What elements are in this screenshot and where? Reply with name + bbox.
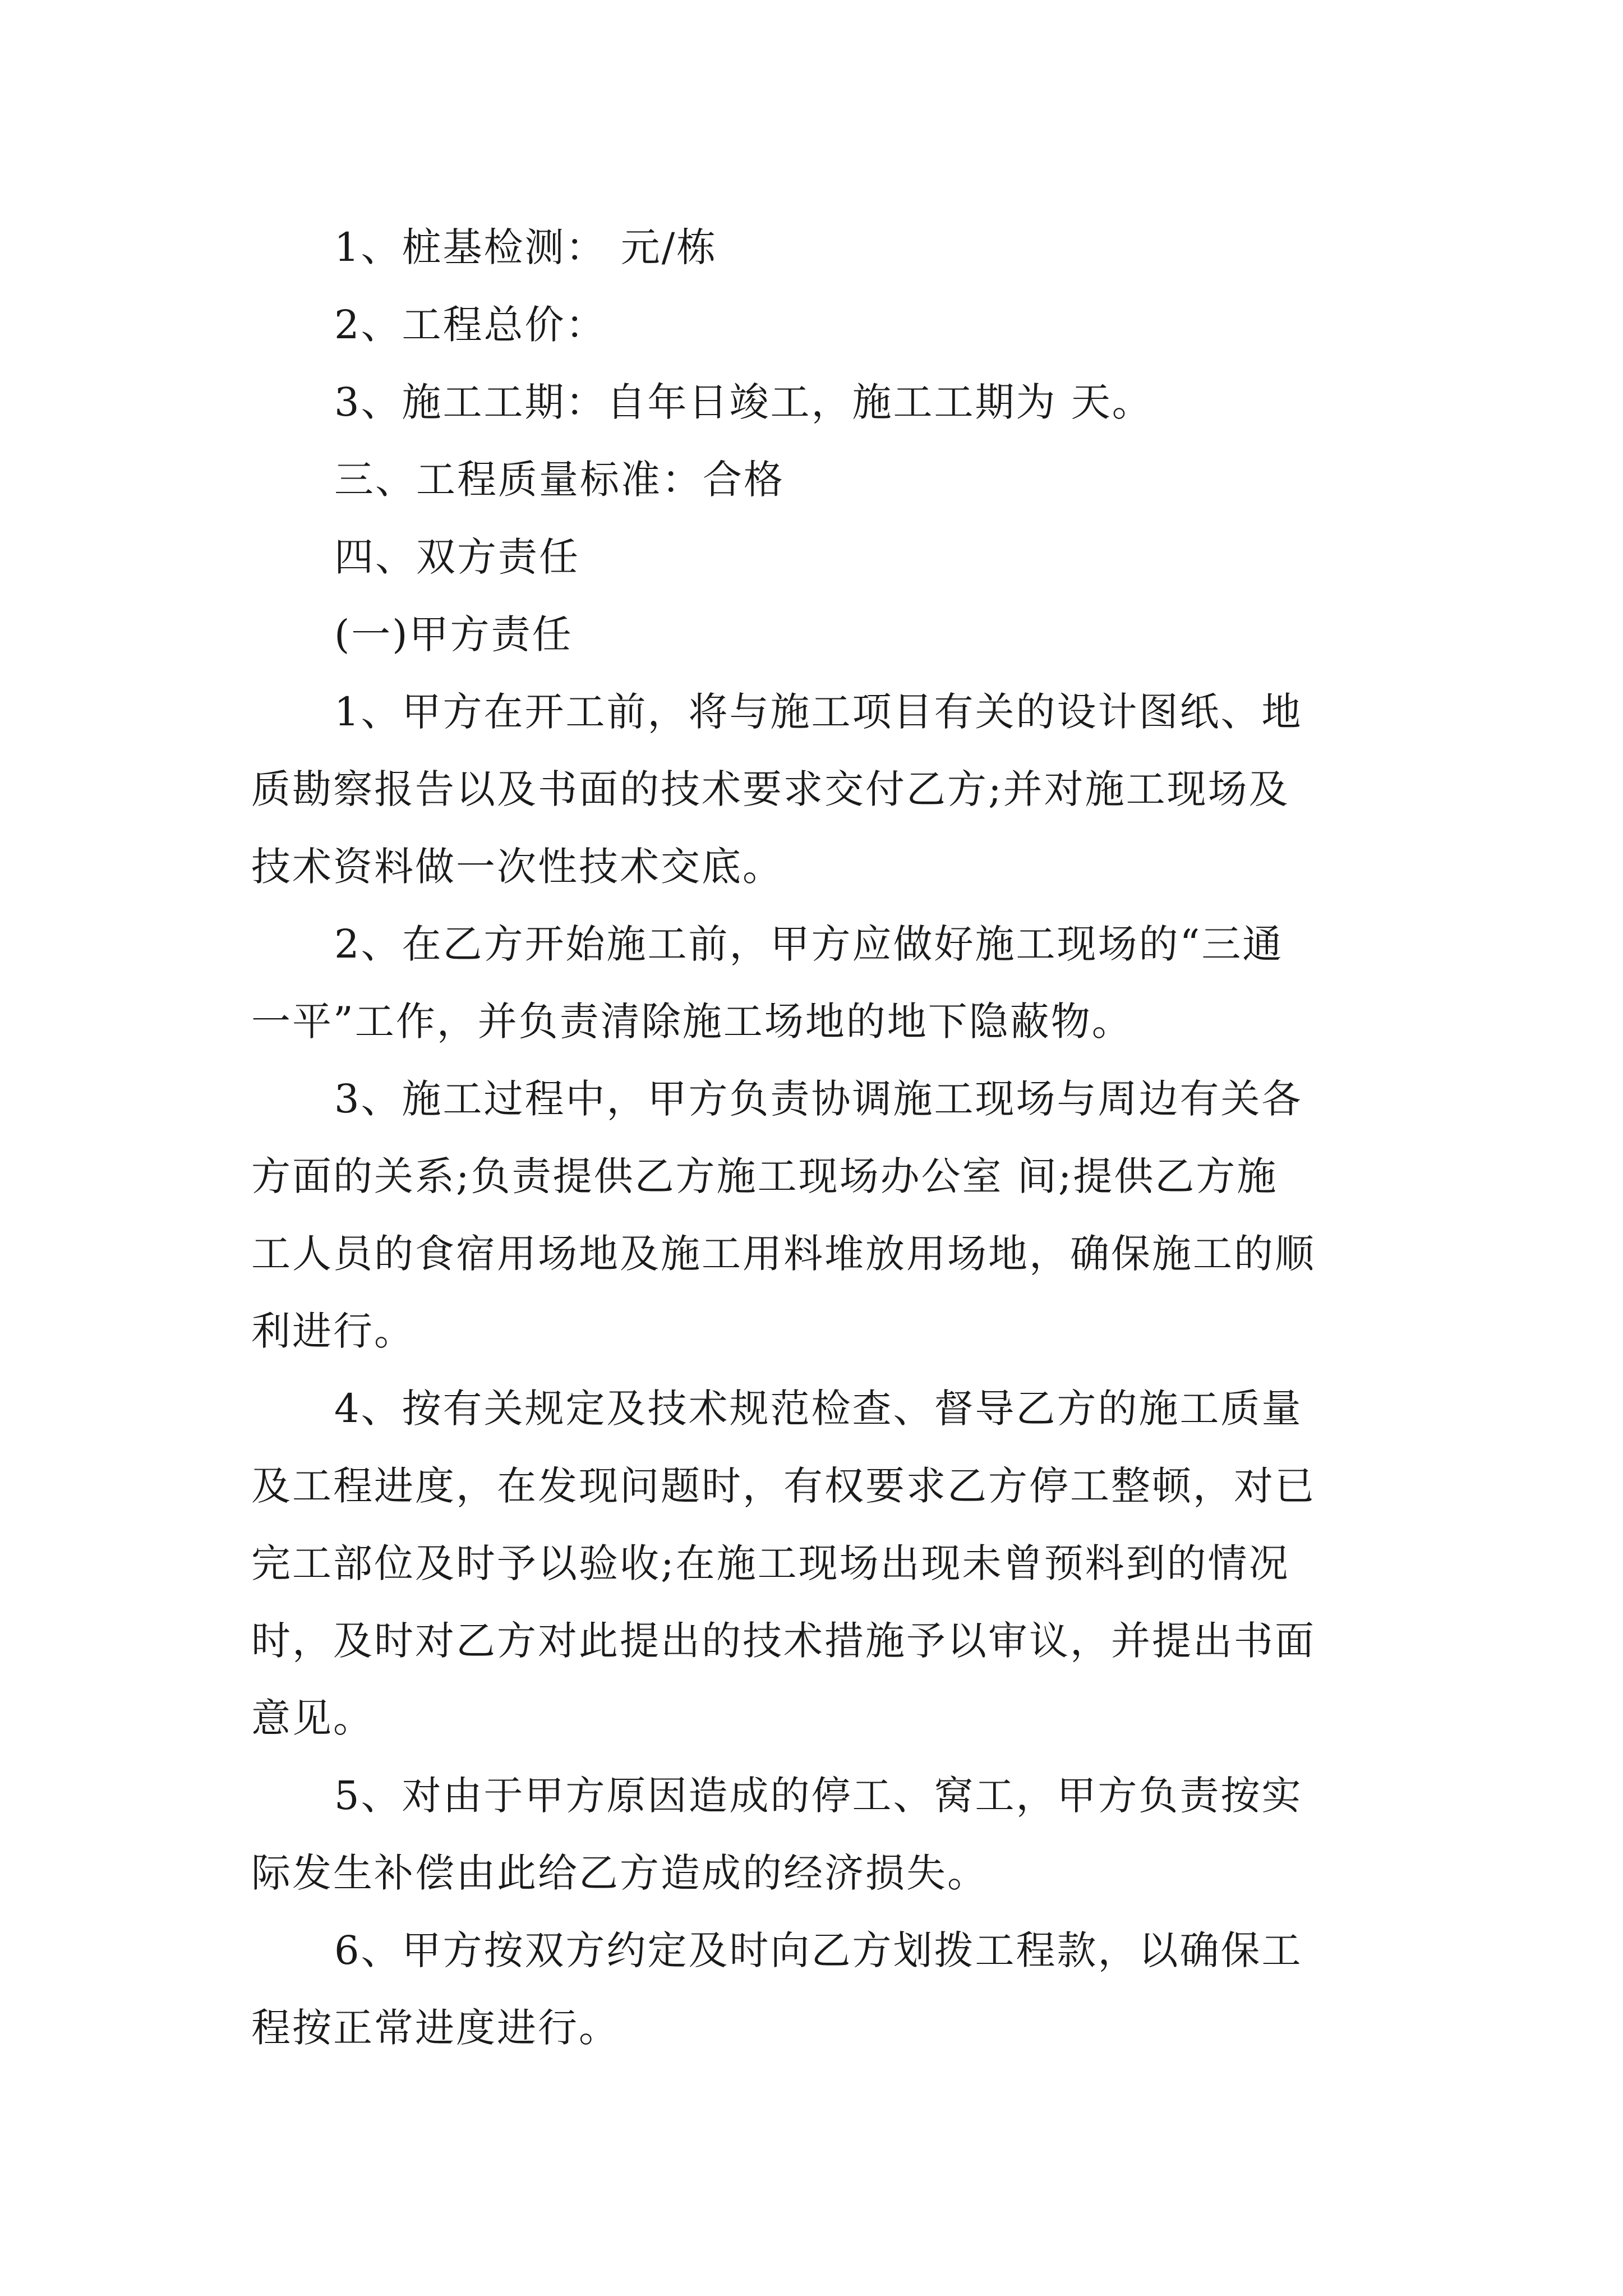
text-line: 工人员的食宿用场地及施工用料堆放用场地，确保施工的顺 — [251, 1231, 1316, 1277]
text-line: 及工程进度，在发现问题时，有权要求乙方停工整顿，对已 — [251, 1463, 1316, 1509]
text-line: 2、工程总价： — [334, 302, 607, 348]
text-line: 方面的关系;负责提供乙方施工现场办公室 间;提供乙方施 — [251, 1153, 1278, 1199]
text-line: 1、甲方在开工前，将与施工项目有关的设计图纸、地 — [334, 689, 1303, 735]
text-line: 3、施工过程中，甲方负责协调施工现场与周边有关各 — [334, 1076, 1303, 1122]
text-line: 一平”工作，并负责清除施工场地的地下隐蔽物。 — [251, 999, 1133, 1045]
text-line: 质勘察报告以及书面的技术要求交付乙方;并对施工现场及 — [251, 766, 1290, 812]
section-heading: 四、双方责任 — [334, 534, 580, 580]
section-heading: 三、工程质量标准：合格 — [334, 457, 785, 503]
text-line: 1、桩基检测： 元/栋 — [334, 224, 718, 270]
text-line: 3、施工工期：自年日竣工，施工工期为 天。 — [334, 379, 1153, 425]
text-line: 技术资料做一次性技术交底。 — [251, 844, 783, 890]
text-line: 4、按有关规定及技术规范检查、督导乙方的施工质量 — [334, 1386, 1303, 1432]
document-body — [251, 209, 1390, 2067]
text-line: 意见。 — [251, 1695, 374, 1741]
text-line: 时，及时对乙方对此提出的技术措施予以审议，并提出书面 — [251, 1618, 1316, 1664]
text-line: 际发生补偿由此给乙方造成的经济损失。 — [251, 1850, 988, 1896]
text-line: 2、在乙方开始施工前，甲方应做好施工现场的“三通 — [334, 921, 1284, 967]
text-line: 5、对由于甲方原因造成的停工、窝工，甲方负责按实 — [334, 1773, 1303, 1819]
text-line: 6、甲方按双方约定及时向乙方划拨工程款，以确保工 — [334, 1927, 1303, 1973]
text-line: 利进行。 — [251, 1308, 415, 1354]
text-line: 完工部位及时予以验收;在施工现场出现未曾预料到的情况 — [251, 1540, 1290, 1586]
subsection-heading: (一)甲方责任 — [334, 611, 573, 657]
text-line: 程按正常进度进行。 — [251, 2005, 620, 2051]
